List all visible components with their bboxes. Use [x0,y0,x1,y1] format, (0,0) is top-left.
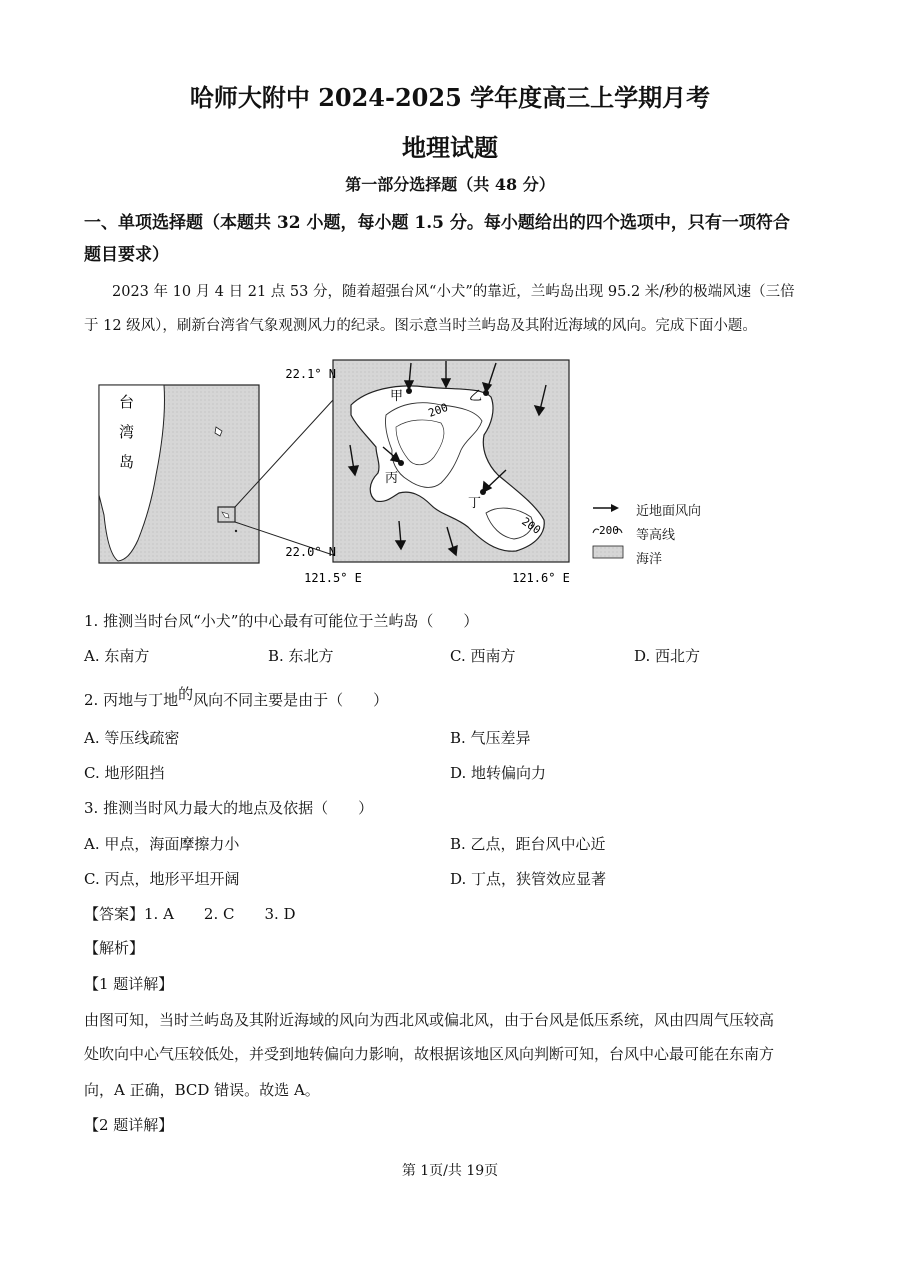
inset-label-1: 台 [119,393,135,411]
analysis-label: 【解析】 [84,939,145,957]
legend-ocean-swatch [593,546,623,558]
contour-label-north: 200 [426,400,450,420]
q2-stem-part-b: 的 [178,685,194,703]
legend-contour-value: 200 [599,524,619,537]
section-heading-line2: 题目要求） [84,245,169,265]
point-label-bing: 丙 [385,471,399,486]
question-1-stem: 1. 推测当时台风“小犬”的中心最有可能位于兰屿岛（ ） [84,612,479,630]
legend-ocean-label: 海洋 [636,552,663,567]
legend-wind-label: 近地面风向 [636,504,702,519]
q2-option-d: D. 地转偏向力 [450,764,547,782]
lat-bottom-label: 22.0° N [285,545,336,559]
lat-top-label: 22.1° N [285,367,336,381]
q2-stem-part-c: 风向不同主要是由于（ ） [193,691,389,709]
detail-1-line1: 由图可知，当时兰屿岛及其附近海域的风向为西北风或偏北风，由于台风是低压系统，风由四周气压较高 [84,1011,775,1029]
q2-option-b: B. 气压差异 [450,729,531,747]
lanyu-wind-map [96,355,716,590]
detail-2-label: 【2 题详解】 [84,1116,174,1134]
q2-option-a: A. 等压线疏密 [84,729,180,747]
taiwan-inset-map [99,385,259,563]
detail-1-line2: 处吹向中心气压较低处，并受到地转偏向力影响，故根据该地区风向判断可知，台风中心最可能在东南方 [84,1045,775,1063]
q3-option-c: C. 丙点，地形平坦开阔 [84,870,240,888]
point-label-yi: 乙 [469,389,483,404]
part-heading: 第一部分选择题（共 48 分） [345,175,555,194]
section-heading-line1: 一、单项选择题（本题共 32 小题，每小题 1.5 分。每小题给出的四个选项中，只有一项符合 [84,213,790,233]
q3-option-b: B. 乙点，距台风中心近 [450,835,606,853]
detail-1-line3: 向，A 正确，BCD 错误。故选 A。 [84,1081,320,1099]
inset-label-2: 湾 [119,423,135,441]
q1-option-d: D. 西北方 [634,647,701,665]
q3-option-d: D. 丁点，狭管效应显著 [450,870,607,888]
q1-option-b: B. 东北方 [268,647,334,665]
lanyu-main-map [285,360,569,585]
inset-label-3: 岛 [119,453,135,471]
lon-left-label: 121.5° E [304,571,362,585]
q3-option-a: A. 甲点，海面摩擦力小 [84,835,240,853]
q1-option-c: C. 西南方 [450,647,516,665]
subject-title: 地理试题 [402,133,498,162]
map-legend [593,504,623,558]
point-label-ding: 丁 [468,496,482,511]
q2-option-c: C. 地形阻挡 [84,764,165,782]
q1-option-a: A. 东南方 [84,647,150,665]
detail-1-label: 【1 题详解】 [84,975,174,993]
answer-line: 【答案】1. A 2. C 3. D [84,905,296,923]
q2-stem-part-a: 2. 丙地与丁地 [84,691,179,709]
contour-label-south: 200 [519,514,544,537]
legend-contour-label: 等高线 [636,528,676,543]
intro-line2: 于 12 级风），刷新台湾省气象观测风力的纪录。图示意当时兰屿岛及其附近海域的风向。完成下面小题。 [84,318,757,334]
question-2-stem [84,685,389,710]
page-footer: 第 1页/共 19页 [401,1163,499,1179]
point-label-jia: 甲 [390,389,404,404]
lon-right-label: 121.6° E [512,571,570,585]
intro-line1: 2023 年 10 月 4 日 21 点 53 分，随着超强台风“小犬”的靠近，兰屿岛出现 95.2 米/秒的极端风速（三倍 [112,284,795,300]
exam-title: 哈师大附中 2024-2025 学年度高三上学期月考 [189,83,711,112]
question-3-stem: 3. 推测当时风力最大的地点及依据（ ） [84,799,374,817]
